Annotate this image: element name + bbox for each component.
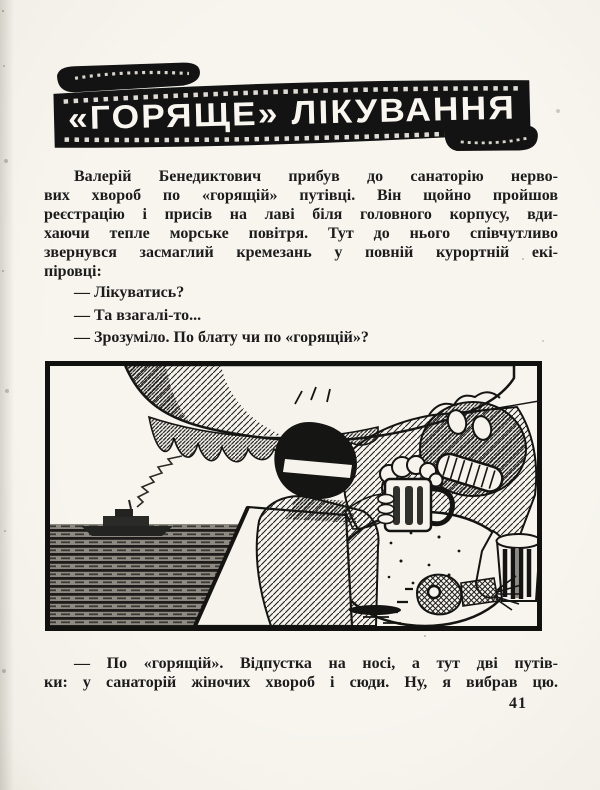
- fish-eye: [428, 586, 440, 598]
- paragraph-line: хаючи тепле морське повітря. Тут до нього співчутливо: [44, 225, 558, 242]
- dialogue-block: [44, 282, 558, 350]
- page-number: 41: [509, 695, 527, 712]
- ground-shadow: [349, 605, 401, 615]
- dialogue-line: — Лікуватись?: [74, 284, 185, 301]
- beach-cartoon-icon: [45, 361, 542, 631]
- dialogue-line: — Та взагалі-то...: [74, 306, 202, 324]
- page-title: «ГОРЯЩЕ» ЛІКУВАННЯ: [67, 89, 486, 137]
- paragraph-line: реєстрацію і присів на лаві біля головного корпусу, вди-: [44, 206, 558, 223]
- story-illustration: [45, 361, 542, 631]
- paragraph-line: піровці:: [44, 263, 102, 280]
- dialogue-line: — Зрозуміло. По блату чи по «горящій»?: [74, 329, 369, 346]
- title-banner: [44, 58, 540, 162]
- paragraph-line: — По «горящій». Відпустка на носі, а тут дві путів-: [74, 655, 558, 672]
- paragraph-line: ки: у санаторій жіночих хвороб і сюди. Ну, я вибрав цю.: [44, 674, 558, 691]
- paragraph-intro: [44, 167, 558, 281]
- film-ribbon-icon: [44, 58, 540, 162]
- smoke-icon: [137, 456, 182, 507]
- scan-noise-specks: [2, 10, 4, 12]
- paragraph-line: вих хвороб по «горящій» путівці. Він щойно пройшов: [44, 187, 558, 204]
- paragraph-line: звернувся засмаглий кремезань у повній курортній екі-: [44, 244, 558, 261]
- paragraph-line: Валерій Бенедиктович прибув до санаторію нерво-: [74, 168, 558, 185]
- paragraph-closing: [44, 654, 558, 692]
